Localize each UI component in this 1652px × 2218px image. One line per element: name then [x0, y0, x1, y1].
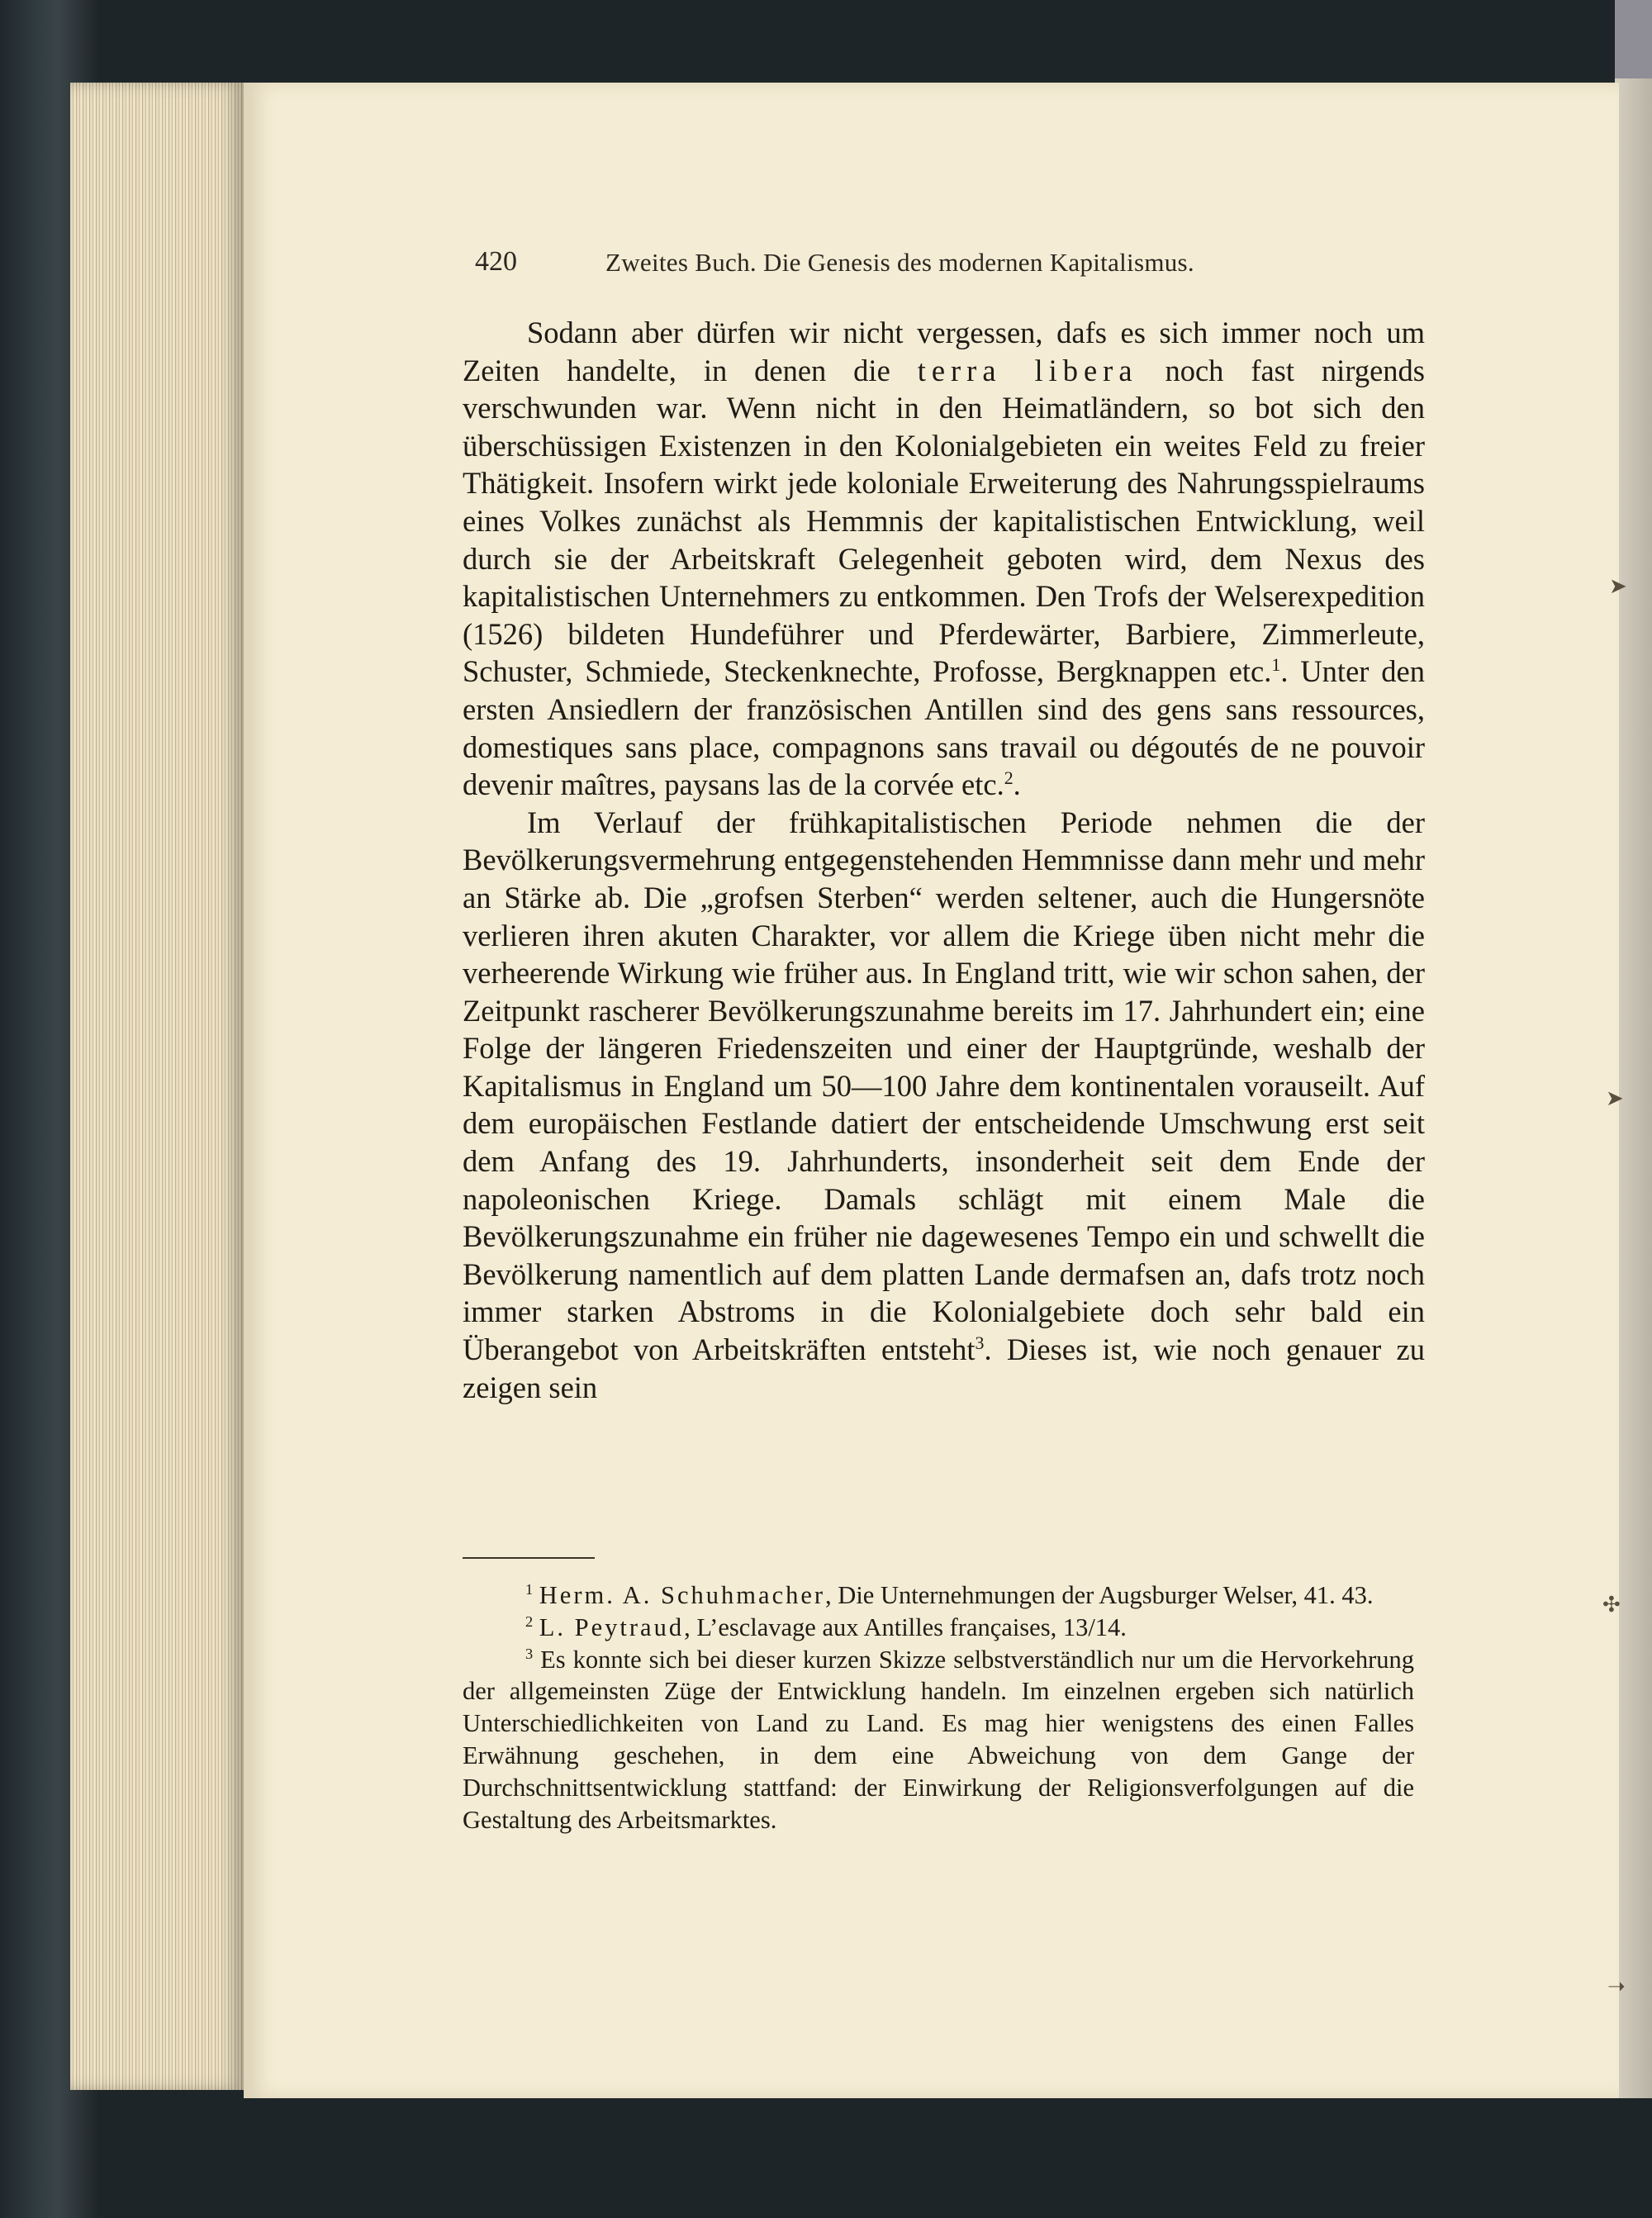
p2-text: Im Verlauf der frühkapitalistischen Periode nehmen die der Bevölkerungsvermehrung entgegenstehenden Hemmnisse dann mehr und mehr an Stärke ab. Die „grofsen Sterben“ werden seltener, auch die Hungersnöte verlieren ihren akuten Charakter, vor allem die Kriege üben nicht mehr die verheerende Wirkung wie früher aus. In England tritt, wie wir schon sahen, der Zeitpunkt rascherer Bevölkerungszunahme bereits im 17. Jahrhundert ein; eine Folge der längeren Friedenszeiten und einer der Hauptgründe, weshalb der Kapitalismus in England um 50—100 Jahre dem kontinentalen vorauseilt. Auf dem europäischen Festlande datiert der entscheidende Umschwung erst seit dem Anfang des 19. Jahrhunderts, insonderheit seit dem Ende der napoleonischen Kriege. Damals schlägt mit einem Male die Bevölkerungszunahme ein früher nie dagewesenes Tempo ein und schwellt die Bevölkerung namentlich auf dem platten Lande dermafsen an, dafs trotz noch immer starken Abstroms in die Kolonialgebiete doch sehr bald ein Überangebot von Arbeitskräften entsteht [463, 805, 1425, 1367]
p2-text-end: . Dieses ist, wie noch genauer zu zeigen sein [463, 1332, 1425, 1404]
p1-text-middle: . Unter den ersten Ansiedlern der französischen Antillen sind des gens sans ressources, domestiques sans place, compagnons sans travail ou dégoutés de ne pouvoir devenir maîtres, paysans las de la corvée etc. [463, 654, 1425, 802]
page-number: 420 [475, 246, 517, 277]
margin-mark-arrow-1: ➤ [1609, 574, 1627, 598]
p1-terra-libera: terra libera [917, 353, 1138, 387]
footnote-ref-1[interactable]: 1 [1271, 654, 1281, 676]
footnote-2-text: , L’esclavage aux Antilles françaises, 13/14. [684, 1612, 1127, 1641]
running-head [475, 246, 1417, 287]
running-title: Zweites Buch. Die Genesis des modernen Kapitalismus. [605, 248, 1194, 277]
footnote-3-number: 3 [525, 1645, 534, 1662]
footnote-2-number: 2 [525, 1612, 534, 1630]
footnote-1 [463, 1579, 1414, 1612]
footnote-1-author: Herm. A. Schuhmacher [539, 1581, 826, 1609]
footnote-3 [463, 1644, 1414, 1836]
footnote-1-number: 1 [525, 1580, 534, 1598]
footnote-2-author: L. Peytraud [539, 1612, 685, 1641]
background-strip-top [1615, 0, 1652, 78]
footnote-divider [463, 1557, 595, 1559]
footnote-ref-3[interactable]: 3 [975, 1332, 985, 1353]
footnote-ref-2[interactable]: 2 [1004, 767, 1014, 788]
margin-mark-arrow-2: ➤ [1606, 1086, 1624, 1110]
footnote-2 [463, 1612, 1414, 1644]
paragraph-2 [463, 804, 1425, 1407]
margin-mark-arrow-4: ➝ [1607, 1974, 1626, 1998]
paragraph-1 [463, 314, 1425, 804]
footnote-3-text: Es konnte sich bei dieser kurzen Skizze selbstverständlich nur um die Hervorkehrung der allgemeinsten Züge der Entwicklung handeln. Im einzelnen ergeben sich natürlich Unterschiedlichkeiten von Land zu Land. Es mag hier wenigstens des einen Falles Erwähnung geschehen, in dem eine Abweichung von dem Gange der Durchschnittsentwicklung stattfand: der Einwirkung der Religionsverfolgungen auf die Gestaltung des Arbeitsmarktes. [463, 1645, 1414, 1834]
p1-text-start: Sodann aber dürfen wir nicht vergessen, dafs es sich immer noch um Zeiten handelte, in denen die [463, 316, 1425, 387]
main-text [463, 314, 1425, 1406]
footnote-1-text: , Die Unternehmungen der Augsburger Welser, 41. 43. [825, 1581, 1374, 1609]
margin-mark-arrow-3: ✣ [1602, 1593, 1621, 1617]
p1-text-continued: noch fast nirgends verschwunden war. Wenn nicht in den Heimatländern, so bot sich den überschüssigen Existenzen in den Kolonialgebieten ein weites Feld zu freier Thätigkeit. Insofern wirkt jede koloniale Erweiterung des Nahrungsspielraums eines Volkes zunächst als Hemmnis der kapitalistischen Entwicklung, weil durch sie der Arbeitskraft Gelegenheit geboten wird, dem Nexus des kapitalistischen Unternehmers zu entkommen. Den Trofs der Welserexpedition (1526) bildeten Hundeführer und Pferdewärter, Barbiere, Zimmerleute, Schuster, Schmiede, Steckenknechte, Profosse, Bergknappen etc. [463, 353, 1425, 689]
footnotes [463, 1579, 1414, 1836]
stacked-page-edges [70, 83, 244, 2090]
p1-text-end: . [1013, 767, 1021, 802]
